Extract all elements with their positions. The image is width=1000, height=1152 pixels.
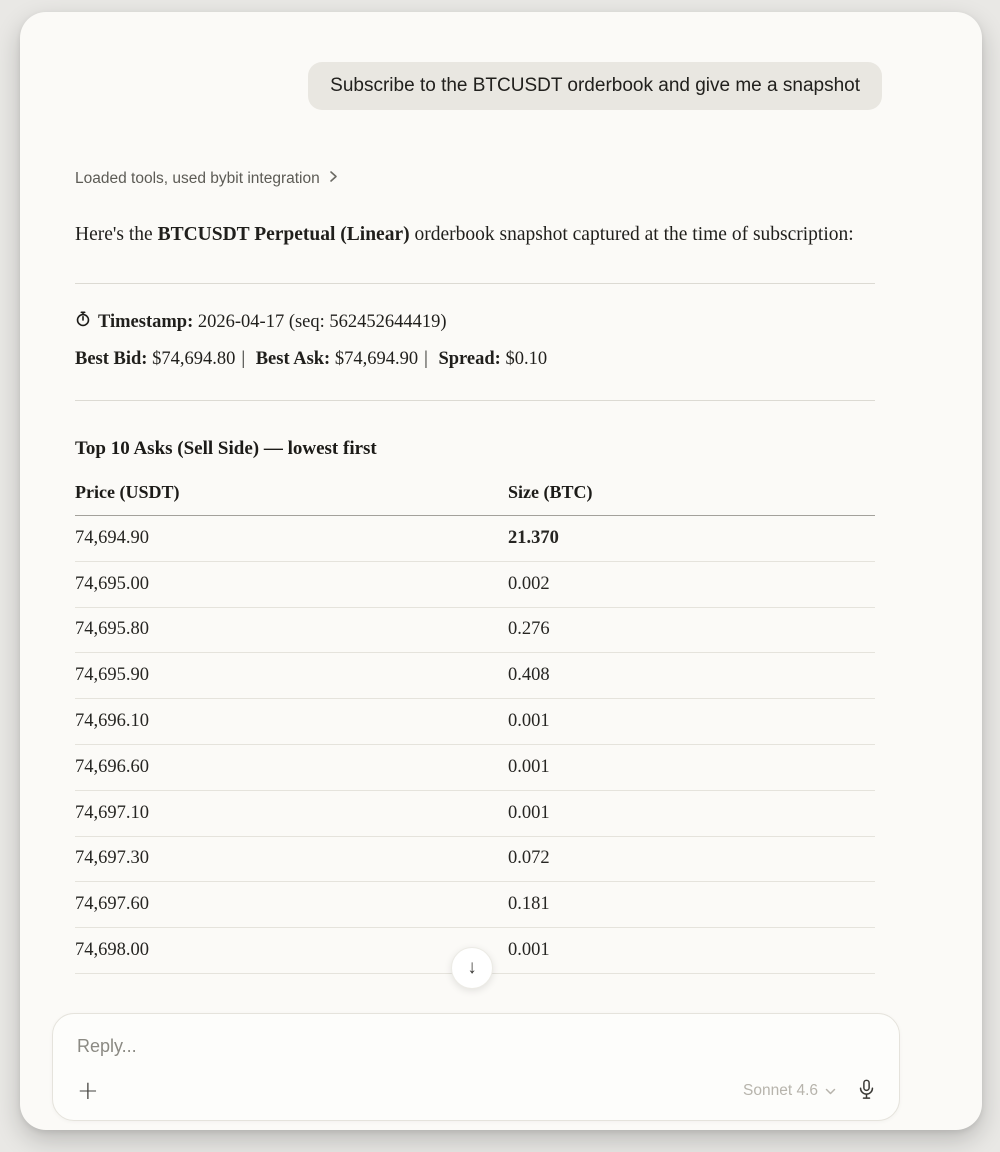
- size-column-header: Size (BTC): [508, 482, 593, 502]
- composer-toolbar: [77, 1078, 877, 1104]
- assistant-intro-paragraph: [75, 220, 855, 249]
- price-cell: 74,698.00: [75, 940, 149, 961]
- price-cell: 74,697.60: [75, 894, 149, 915]
- bid-value: $74,694.80: [152, 349, 236, 369]
- intro-prefix: Here's the: [75, 223, 158, 245]
- price-cell: 74,696.10: [75, 711, 149, 732]
- chevron-right-icon: [329, 169, 338, 188]
- asks-table: [75, 482, 875, 974]
- microphone-button[interactable]: [856, 1078, 877, 1104]
- arrow-down-icon: ↓: [467, 957, 477, 978]
- size-cell: 0.181: [508, 894, 550, 915]
- ask-value: $74,694.90: [334, 349, 419, 369]
- price-cell: 74,697.30: [75, 848, 149, 869]
- size-cell: 0.072: [508, 848, 550, 869]
- price-column-header: Price (USDT): [75, 482, 180, 502]
- price-cell: 74,695.80: [75, 619, 149, 640]
- price-cell: 74,696.60: [75, 756, 149, 777]
- size-cell: 0.408: [508, 665, 550, 686]
- spread-label: Spread:: [438, 349, 501, 369]
- table-row: [75, 882, 875, 928]
- table-header-row: [75, 482, 875, 516]
- composer-right-group: [743, 1078, 877, 1104]
- divider: [75, 283, 875, 284]
- chevron-down-icon: [825, 1082, 836, 1100]
- price-cell: 74,695.90: [75, 665, 149, 686]
- divider: [75, 400, 875, 401]
- separator: |: [424, 349, 428, 369]
- timestamp-value: 2026-04-17 (seq: 562452644419): [197, 311, 447, 332]
- asks-table-title: Top 10 Asks (Sell Side) — lowest first: [75, 438, 377, 459]
- best-bid-ask-line: [75, 349, 547, 370]
- table-row: [75, 608, 875, 654]
- timestamp-label: Timestamp:: [98, 311, 194, 332]
- ask-label: Best Ask:: [255, 349, 331, 369]
- table-row: [75, 745, 875, 791]
- size-cell: 0.001: [508, 802, 550, 823]
- reply-input[interactable]: Reply...: [77, 1036, 137, 1056]
- user-message-bubble: Subscribe to the BTCUSDT orderbook and give me a snapshot: [308, 62, 882, 110]
- timestamp-line: [75, 311, 447, 333]
- microphone-icon: [856, 1078, 877, 1104]
- table-row: [75, 653, 875, 699]
- tool-note-label: Loaded tools, used bybit integration: [75, 169, 320, 187]
- size-cell: 0.276: [508, 619, 550, 640]
- table-row: [75, 837, 875, 883]
- size-cell: 0.001: [508, 940, 550, 961]
- size-cell: 0.001: [508, 711, 550, 732]
- table-row: [75, 516, 875, 562]
- reply-composer: [52, 1013, 900, 1121]
- price-cell: 74,695.00: [75, 573, 149, 594]
- attach-plus-button[interactable]: +: [77, 1076, 99, 1106]
- intro-suffix: orderbook snapshot captured at the time of subscription:: [409, 223, 854, 245]
- scroll-to-bottom-button[interactable]: [451, 947, 493, 989]
- table-row: [75, 562, 875, 608]
- size-cell: 0.001: [508, 756, 550, 777]
- table-row: [75, 791, 875, 837]
- model-selector[interactable]: [743, 1082, 836, 1100]
- price-cell: 74,694.90: [75, 527, 149, 548]
- intro-bold: BTCUSDT Perpetual (Linear): [157, 223, 410, 245]
- model-label: Sonnet 4.6: [743, 1082, 818, 1099]
- table-row: [75, 699, 875, 745]
- size-cell: 0.002: [508, 573, 550, 594]
- tool-use-disclosure[interactable]: [75, 169, 338, 188]
- price-cell: 74,697.10: [75, 802, 149, 823]
- clock-icon: [75, 311, 91, 333]
- separator: |: [241, 349, 246, 369]
- size-cell: 21.370: [508, 527, 559, 548]
- spread-value: $0.10: [505, 349, 548, 369]
- chat-window: [20, 12, 982, 1130]
- bid-label: Best Bid:: [75, 349, 148, 369]
